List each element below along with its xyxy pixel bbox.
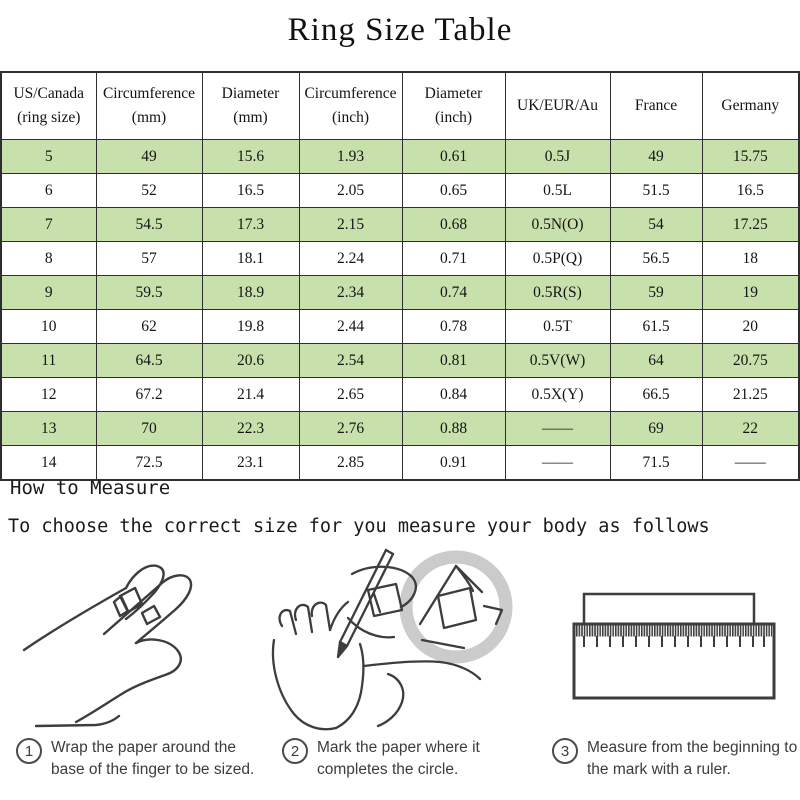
table-cell: 0.5P(Q) — [505, 242, 610, 276]
table-cell: 23.1 — [202, 446, 299, 481]
table-cell: 18.9 — [202, 276, 299, 310]
how-to-measure-heading: How to Measure — [10, 477, 171, 499]
header-text: US/Canada — [13, 84, 85, 102]
table-cell: 69 — [610, 412, 702, 446]
table-cell: 0.88 — [402, 412, 505, 446]
table-body — [1, 140, 799, 481]
header-subtext: (inch) — [331, 109, 369, 126]
table-cell: 19 — [702, 276, 799, 310]
table-cell: 21.4 — [202, 378, 299, 412]
table-cell: 0.68 — [402, 208, 505, 242]
table-cell: 9 — [1, 276, 96, 310]
table-cell: 15.75 — [702, 140, 799, 174]
table-cell: 2.85 — [299, 446, 402, 481]
step-2 — [282, 737, 517, 780]
table-cell: —— — [702, 446, 799, 481]
table-cell: 22 — [702, 412, 799, 446]
table-cell: 10 — [1, 310, 96, 344]
header-subtext: (mm) — [233, 109, 268, 126]
step-3-line-1: Measure from the beginning to — [587, 739, 798, 756]
column-header-diameter-inch — [402, 72, 505, 140]
step-3-text — [587, 737, 797, 780]
column-header-diameter-mm — [202, 72, 299, 140]
table-cell: 16.5 — [202, 174, 299, 208]
ruler-tick-band — [576, 626, 772, 637]
header-text: Circumference — [304, 84, 397, 102]
table-cell: 0.78 — [402, 310, 505, 344]
table-cell: 61.5 — [610, 310, 702, 344]
step-2-number-badge: 2 — [282, 738, 308, 764]
table-row — [1, 344, 799, 378]
table-row — [1, 378, 799, 412]
measure-intro-text: To choose the correct size for you measure your body as follows — [8, 516, 710, 537]
step-1-line-2: base of the finger to be sized. — [51, 760, 255, 778]
table-cell: 59 — [610, 276, 702, 310]
table-cell: 64.5 — [96, 344, 202, 378]
table-cell: 0.5L — [505, 174, 610, 208]
hand-marking-with-pen-icon — [260, 544, 547, 737]
table-cell: 54.5 — [96, 208, 202, 242]
hand-with-paper-strip-icon — [8, 552, 260, 735]
header-text: Diameter — [424, 84, 483, 102]
table-row — [1, 140, 799, 174]
table-cell: 2.15 — [299, 208, 402, 242]
table-cell: 72.5 — [96, 446, 202, 481]
table-row — [1, 412, 799, 446]
table-cell: 62 — [96, 310, 202, 344]
table-row — [1, 310, 799, 344]
table-cell: 56.5 — [610, 242, 702, 276]
header-text: France — [634, 96, 678, 114]
table-cell: 2.65 — [299, 378, 402, 412]
table-cell: 2.24 — [299, 242, 402, 276]
table-cell: 66.5 — [610, 378, 702, 412]
table-cell: 18.1 — [202, 242, 299, 276]
table-cell: 52 — [96, 174, 202, 208]
table-cell: 0.5T — [505, 310, 610, 344]
table-row — [1, 174, 799, 208]
column-header-us-canada — [1, 72, 96, 140]
table-cell: 17.3 — [202, 208, 299, 242]
table-cell: 49 — [610, 140, 702, 174]
table-cell: 6 — [1, 174, 96, 208]
table-cell: 70 — [96, 412, 202, 446]
table-cell: 19.8 — [202, 310, 299, 344]
header-row — [1, 72, 799, 140]
table-cell: 0.5R(S) — [505, 276, 610, 310]
table-cell: 59.5 — [96, 276, 202, 310]
table-cell: 54 — [610, 208, 702, 242]
table-cell: 71.5 — [610, 446, 702, 481]
table-cell: 18 — [702, 242, 799, 276]
table-cell: 51.5 — [610, 174, 702, 208]
header-subtext: (ring size) — [17, 109, 81, 126]
header-subtext: (mm) — [131, 109, 167, 126]
ring-size-table — [0, 71, 800, 481]
table-cell: 0.5X(Y) — [505, 378, 610, 412]
table-cell: 0.61 — [402, 140, 505, 174]
table-cell: 22.3 — [202, 412, 299, 446]
table-cell: 20 — [702, 310, 799, 344]
table-cell: 0.81 — [402, 344, 505, 378]
step-2-text — [317, 737, 480, 780]
table-cell: 8 — [1, 242, 96, 276]
table-cell: 17.25 — [702, 208, 799, 242]
step-1-line-1: Wrap the paper around the — [51, 739, 236, 756]
table-cell: 67.2 — [96, 378, 202, 412]
table-cell: 64 — [610, 344, 702, 378]
table-row — [1, 276, 799, 310]
column-header-france — [610, 72, 702, 140]
table-cell: 57 — [96, 242, 202, 276]
step-2-line-2: completes the circle. — [317, 760, 459, 778]
table-cell: 0.5V(W) — [505, 344, 610, 378]
table-cell: 7 — [1, 208, 96, 242]
table-row — [1, 208, 799, 242]
header-subtext: (inch) — [434, 109, 472, 126]
table-cell: 21.25 — [702, 378, 799, 412]
ruler-measuring-strip-icon — [550, 558, 800, 736]
header-text: UK/EUR/Au — [517, 96, 598, 114]
table-row — [1, 242, 799, 276]
table-cell: 2.54 — [299, 344, 402, 378]
table-cell: 15.6 — [202, 140, 299, 174]
column-header-uk-eur-au — [505, 72, 610, 140]
table-cell: 0.71 — [402, 242, 505, 276]
table-cell: 2.44 — [299, 310, 402, 344]
table-cell: 2.34 — [299, 276, 402, 310]
step-3-line-2: the mark with a ruler. — [587, 760, 731, 778]
column-header-germany — [702, 72, 799, 140]
table-cell: 1.93 — [299, 140, 402, 174]
column-header-circumference-mm — [96, 72, 202, 140]
table-cell: 16.5 — [702, 174, 799, 208]
header-text: Circumference — [102, 84, 196, 102]
column-header-circumference-inch — [299, 72, 402, 140]
table-cell: 20.75 — [702, 344, 799, 378]
table-cell: 0.5N(O) — [505, 208, 610, 242]
table-cell: 0.65 — [402, 174, 505, 208]
table-cell: 13 — [1, 412, 96, 446]
step-1 — [16, 737, 271, 780]
page-title: Ring Size Table — [287, 12, 513, 48]
table-cell: 2.05 — [299, 174, 402, 208]
table-cell: 14 — [1, 446, 96, 481]
table-cell: 0.5J — [505, 140, 610, 174]
table-cell: 2.76 — [299, 412, 402, 446]
step-1-text — [51, 737, 254, 780]
step-2-line-1: Mark the paper where it — [317, 739, 480, 756]
table-row — [1, 446, 799, 481]
table-cell: 11 — [1, 344, 96, 378]
header-text: Germany — [721, 96, 780, 114]
table-cell: 49 — [96, 140, 202, 174]
table-cell: 0.84 — [402, 378, 505, 412]
table-cell: 0.74 — [402, 276, 505, 310]
table-cell: —— — [505, 446, 610, 481]
table-cell: —— — [505, 412, 610, 446]
table-cell: 12 — [1, 378, 96, 412]
step-3-number-badge: 3 — [552, 738, 578, 764]
step-3 — [552, 737, 800, 780]
header-text: Diameter — [221, 84, 280, 102]
table-cell: 20.6 — [202, 344, 299, 378]
step-1-number-badge: 1 — [16, 738, 42, 764]
table-cell: 0.91 — [402, 446, 505, 481]
table-cell: 5 — [1, 140, 96, 174]
